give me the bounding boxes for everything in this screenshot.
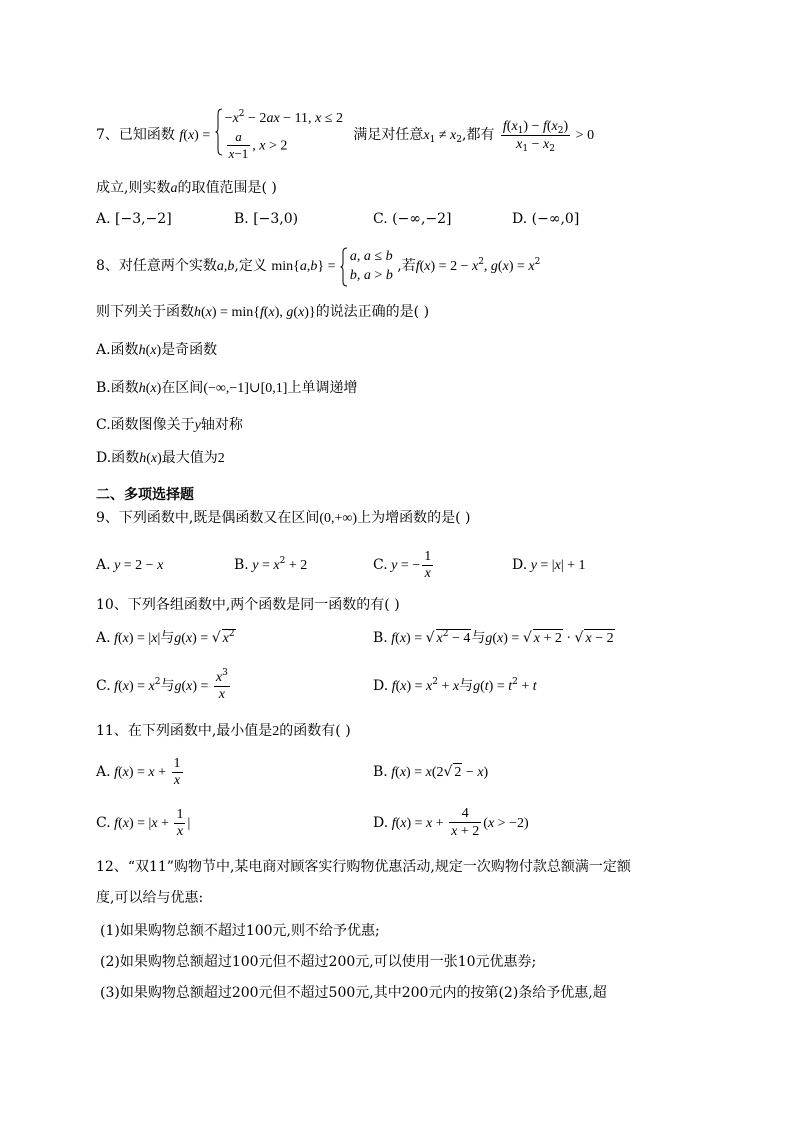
option-letter: A. [96,764,111,780]
question-number: 9、 [96,510,119,526]
q9-option-a[interactable]: A. y = 2 − x [96,557,164,573]
min-definition: a, a ≤ b b, a > b [340,247,393,285]
question-text: ,定义 [234,258,267,274]
option-letter: B. [373,630,388,646]
variable-y: y [194,418,201,433]
question-text: 的函数有( ) [279,723,351,739]
variable-a: a [170,181,178,196]
question-text: 对任意两个实数 [118,258,217,274]
variables-ab: a,b [216,259,235,274]
option-letter: A. [96,630,111,646]
q9-option-d[interactable]: D. y = |x| + 1 [512,557,586,573]
question-text: 则下列关于函数 [96,304,194,320]
question-7-line2 [96,178,277,199]
option-text: 最大值为 [161,450,218,466]
question-number: 12、 [96,859,128,875]
question-text: 在下列函数中,最小值是 [127,723,273,739]
question-number: 8、 [96,258,119,274]
option-text: B.函数 [96,380,139,396]
question-text: 成立,则实数 [96,180,171,196]
question-text: 上为增函数的是( ) [357,510,471,526]
question-11 [96,721,351,742]
section-heading: 二、多项选择题 [96,487,194,503]
question-number: 11、 [96,723,128,739]
option-letter: C. [96,678,111,694]
option-letter: D. [512,557,528,573]
question-text: “双11”购物节中,某电商对顾客实行购物优惠活动,规定一次购物付款总额满一定额 [127,859,631,875]
option-text: 与 [459,678,474,694]
question-text: ,都有 [462,127,495,143]
q11-option-c[interactable]: C. f(x) = |x + $\frac{1}{x}$ | [96,806,191,839]
option-text: D.函数 [96,450,140,466]
option-letter: B. [373,764,388,780]
q10-option-a[interactable]: A. f(x) = |x|与g(x) = √ $x^2$ [96,629,235,646]
option-text: 与 [160,678,175,694]
q7-option-a[interactable]: A. [−3,−2] [96,211,172,227]
q9-option-c[interactable]: C. y = − $\frac{1}{x}$ [373,548,432,581]
difference-quotient: $\frac{f(x_1) - f(x_2)}{x_1 - x_2}$ [502,118,569,154]
question-7: 7、已知函数 f(x) = $-x^2 - 2ax - 11$, x ≤ 2 $\frac{a}{x-1}$ , x > 2 满足对任意$x_1 \ne x_2$,都有 $\frac{f(x_1) - f(x_2)}{x_1 - x_2}$ > 0 [96,109,595,161]
option-letter: C. [373,557,388,573]
piecewise-definition: $-x^2 - 2ax - 11$, x ≤ 2 $\frac{a}{x-1}$ , x > 2 [215,108,343,162]
q7-option-d[interactable]: D. (−∞,0] [512,211,580,227]
option-value: 2 [217,451,225,466]
option-letter: A. [96,557,111,573]
q10-option-c[interactable]: C. $f(x) = x^2$与g(x) = $\frac{x^3}{x}$ [96,668,228,702]
option-text: 轴对称 [200,417,243,433]
question-12 [96,857,631,877]
question-8-line2: 则下列关于函数h(x) = min{f(x), g(x)}的说法正确的是( ) [96,304,430,320]
min-value: 2 [272,724,280,739]
question-text: 满足对任意 [353,127,424,143]
question-text: 的说法正确的是( ) [315,304,430,320]
q7-option-c[interactable]: C. (−∞,−2] [373,211,452,227]
option-text: 上单调递增 [287,380,358,396]
option-text: 是奇函数 [161,342,218,358]
q8-option-c[interactable] [96,415,243,436]
option-letter: D. [373,815,389,831]
option-text: A.函数 [96,342,139,358]
option-text: 在区间 [161,380,204,396]
question-text: 下列各组函数中,两个函数是同一函数的有( ) [127,597,400,613]
question-text: 的取值范围是( ) [177,180,277,196]
question-8: 8、对任意两个实数a,b,定义 min{a,b} = a, a ≤ b b, a > b ,若$f(x) = 2 - x^2$, $g(x) = x^2$ [96,244,540,288]
option-text: C.函数图像关于 [96,417,195,433]
option-letter: C. [96,815,111,831]
rule-item-2: (2)如果购物总额超过100元但不超过200元,可以使用一张10元优惠券; [100,954,537,970]
option-letter: D. [373,678,389,694]
question-text: ,若 [397,258,416,274]
question-12-line2: 度,可以给与优惠: [96,890,204,906]
question-text: 下列函数中,既是偶函数又在区间 [118,510,320,526]
q7-option-b[interactable]: B. [−3,0) [234,211,299,227]
q10-option-d[interactable]: D. $f(x) = x^2 + x$与$g(t) = t^2 + t$ [373,677,537,694]
q11-option-b[interactable]: B. f(x) = x(2√ 2 − x) [373,764,489,780]
option-text: 与 [160,630,175,646]
rule-item-3: (3)如果购物总额超过200元但不超过500元,其中200元内的按第(2)条给予优惠,超 [100,985,607,1001]
question-number: 10、 [96,597,128,613]
q11-option-d[interactable]: D. f(x) = x + $\frac{4}{x + 2}$ (x > −2) [373,806,529,839]
question-number: 7、 [96,127,119,143]
q8-option-b[interactable]: B.函数h(x)在区间(−∞,−1]∪[0,1]上单调递增 [96,380,358,396]
question-10 [96,595,400,615]
question-9: 9、下列函数中,既是偶函数又在区间(0,+∞)上为增函数的是( ) [96,510,471,526]
q8-option-d[interactable]: D.函数h(x)最大值为2 [96,450,225,466]
left-brace-icon [215,108,223,156]
rule-item-1: (1)如果购物总额不超过100元,则不给予优惠; [100,923,380,939]
q8-option-a[interactable]: A.函数h(x)是奇函数 [96,342,218,358]
q9-option-b[interactable]: B. $y = x^2 + 2$ [234,556,308,573]
q10-option-b[interactable]: B. f(x) = √ $x^2 - 4$与g(x) = √ x + 2 · √ x − 2 [373,629,614,646]
left-brace-icon [340,247,348,287]
question-text: 已知函数 [118,127,175,143]
option-letter: B. [234,557,249,573]
option-text: 与 [471,630,486,646]
q11-option-a[interactable]: A. f(x) = x + $\frac{1}{x}$ [96,755,181,788]
